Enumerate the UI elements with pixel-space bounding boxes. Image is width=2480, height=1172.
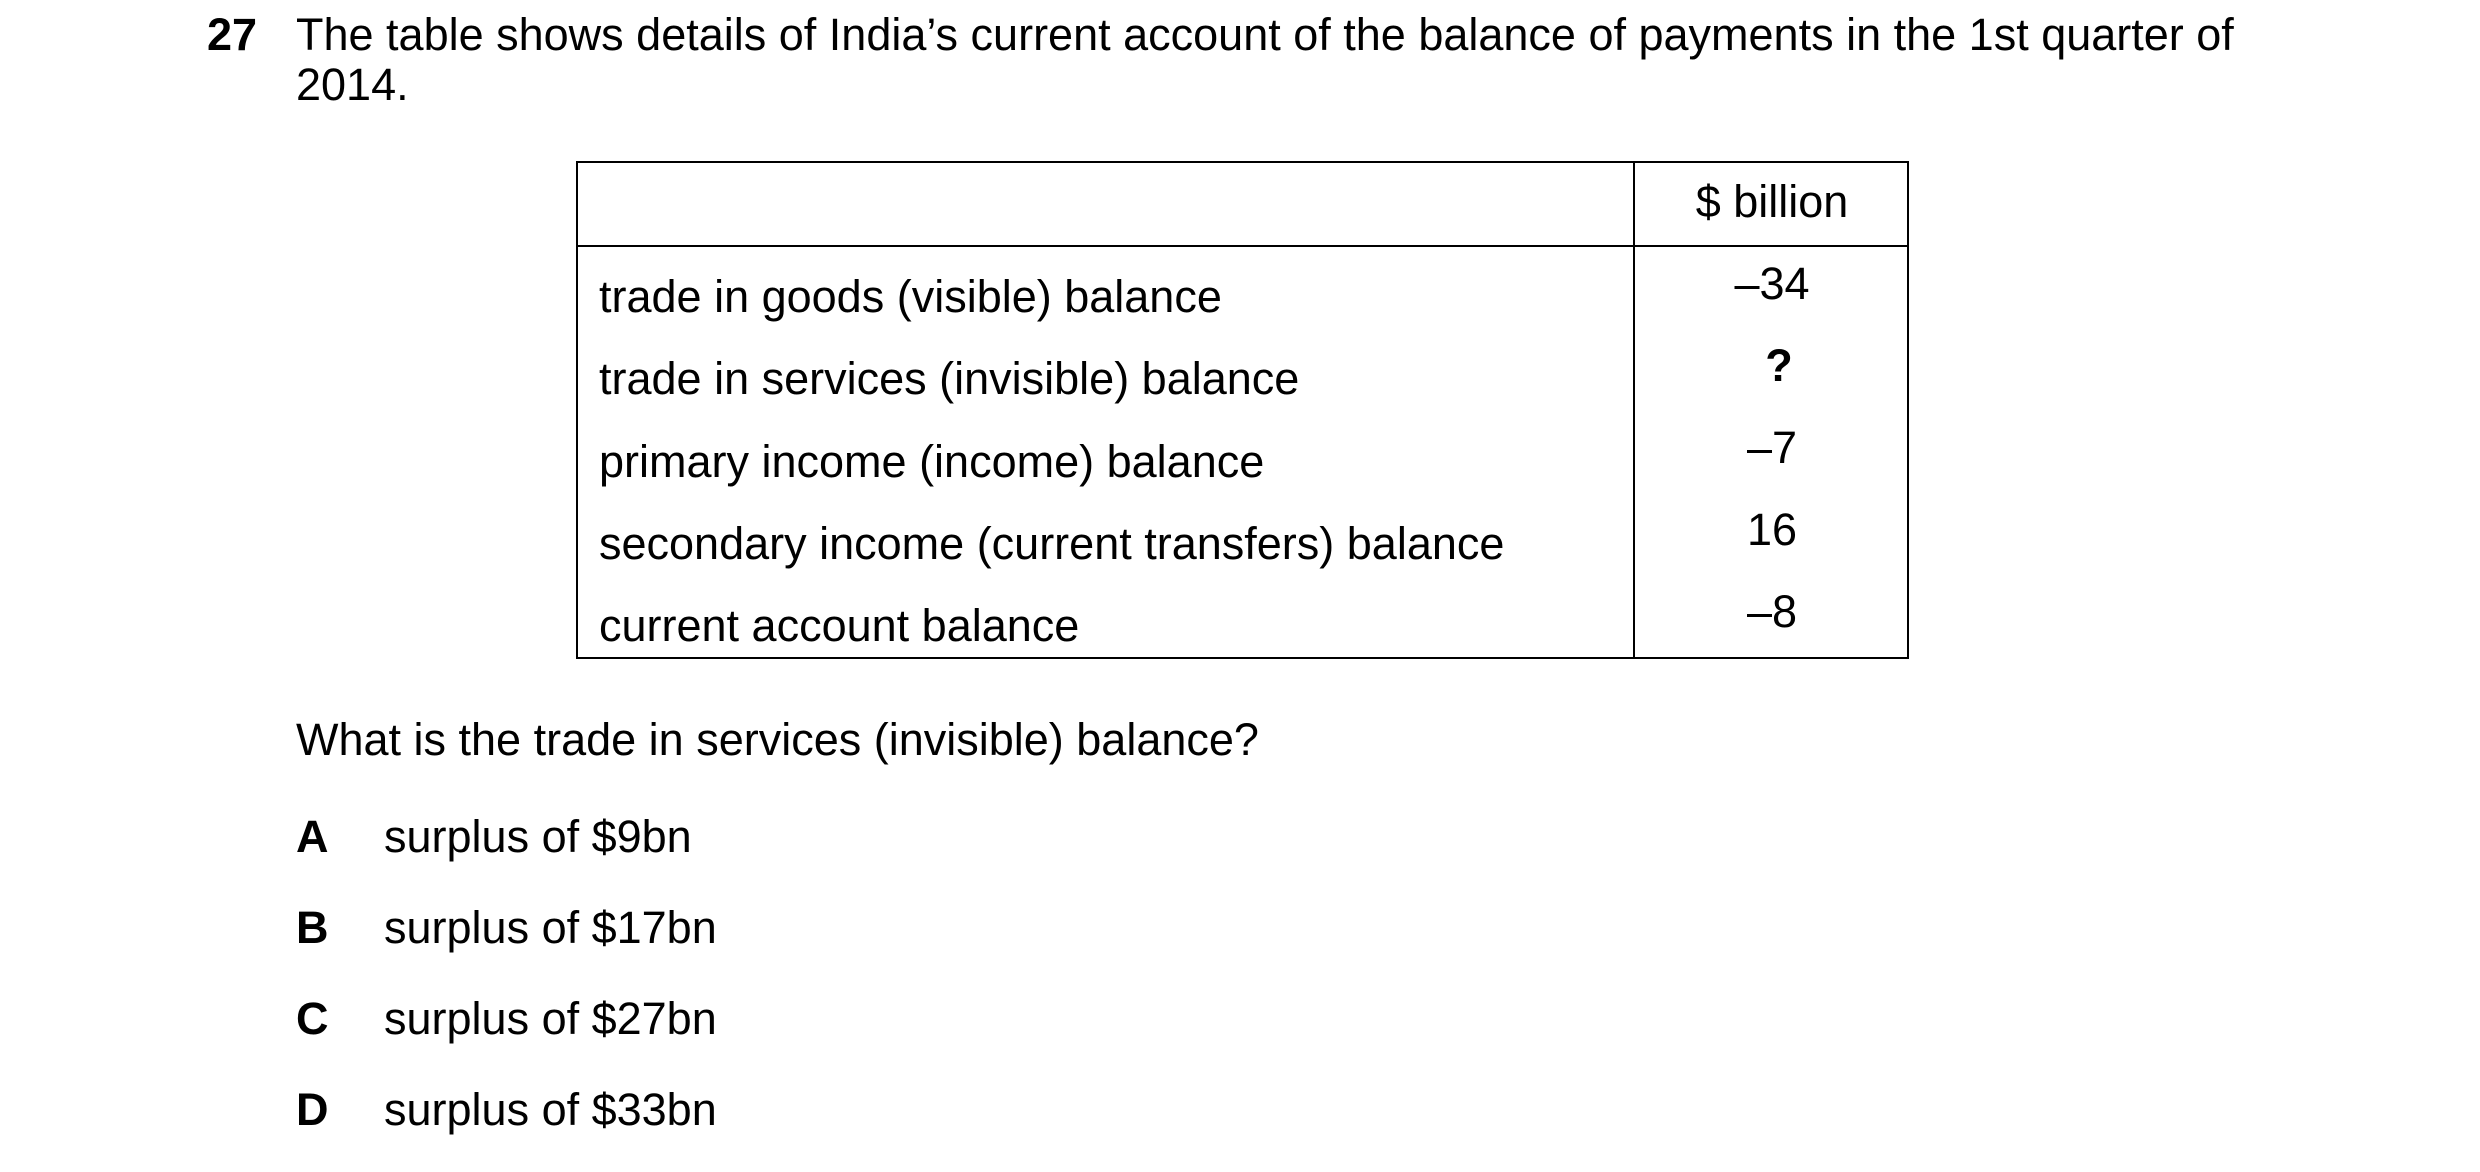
table-row-label: trade in services (invisible) balance: [599, 353, 1300, 404]
table-row-label: secondary income (current transfers) balance: [599, 518, 1505, 569]
table-column-divider: [1633, 163, 1635, 657]
table-row-label: trade in goods (visible) balance: [599, 271, 1222, 322]
question-number: 27: [207, 9, 258, 60]
option-text: surplus of $33bn: [384, 1084, 717, 1135]
table-row-value: ?: [1765, 340, 1793, 391]
option-text: surplus of $27bn: [384, 993, 717, 1044]
table-row-value: 16: [1746, 504, 1798, 555]
table-unit-header: $ billion: [1695, 176, 1849, 227]
table-row-label: primary income (income) balance: [599, 436, 1265, 487]
table-row-label: current account balance: [599, 600, 1080, 651]
option-text: surplus of $9bn: [384, 811, 692, 862]
option-text: surplus of $17bn: [384, 902, 717, 953]
question-stem: The table shows details of India’s current account of the balance of payments in the 1st quarter of 2014.: [296, 9, 2234, 110]
option-letter: A: [296, 811, 329, 862]
table-row-value: –7: [1746, 422, 1798, 473]
table-row-value: –34: [1734, 258, 1810, 309]
table-header-divider: [578, 245, 1907, 247]
option-letter: C: [296, 993, 329, 1044]
option-letter: D: [296, 1084, 329, 1135]
question-prompt: What is the trade in services (invisible) balance?: [296, 714, 1259, 765]
table-row-value: –8: [1746, 586, 1798, 637]
balance-of-payments-table: [576, 161, 1909, 659]
option-letter: B: [296, 902, 329, 953]
